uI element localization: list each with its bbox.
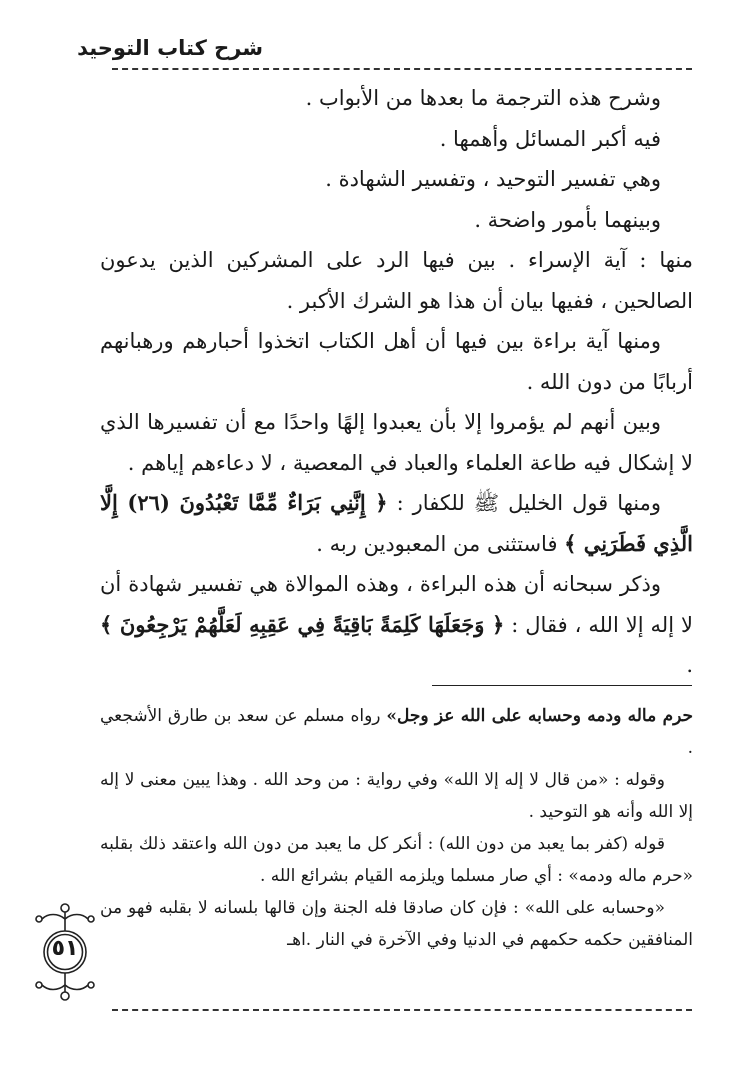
paragraph-2: فيه أكبر المسائل وأهمها . xyxy=(439,126,661,151)
page-number: ٥١ xyxy=(51,936,79,961)
paragraph-6: ومنها آية براءة بين فيها أن أهل الكتاب اتخذوا أحبارهم ورهبانهم أربابًا من دون الله . xyxy=(100,329,693,394)
last-suffix: . xyxy=(686,653,693,677)
paragraph-last xyxy=(100,564,693,686)
paragraph-7: وبين أنهم لم يؤمروا إلا بأن يعبدوا إلهًا واحدًا مع أن تفسيرها الذي لا إشكال فيه طاعة العلماء والعباد في المعصية ، لا دعاءهم إياهم . xyxy=(100,410,693,475)
running-header-title: شرح كتاب التوحيد xyxy=(77,36,263,60)
khalil-prefix: ومنها قول الخليل ﷺ للكفار : xyxy=(387,491,661,515)
footer-divider xyxy=(112,1009,692,1011)
paragraph-khalil xyxy=(100,483,693,564)
footnote-1-bold: حرم ماله ودمه وحسابه على الله عز وجل» xyxy=(386,706,693,726)
main-text xyxy=(100,78,693,686)
footnote-4: «وحسابه على الله» : فإن كان صادقا فله الجنة وإن قالها بلسانه لا بقلبه فهو من المنافقين حكمه حكمهم في الدنيا وفي الآخرة في النار .اهـ xyxy=(100,898,693,950)
paragraph-1: وشرح هذه الترجمة ما بعدها من الأبواب . xyxy=(305,86,661,110)
last-verse: ﴿ وَجَعَلَهَا كَلِمَةً بَاقِيَةً فِي عَقِبِهِ لَعَلَّهُمْ يَرْجِعُونَ ﴾ xyxy=(100,611,505,637)
khalil-verse: ﴿ إِنَّنِي بَرَاءٌ مِّمَّا تَعْبُدُونَ (٢٦) إِلَّا الَّذِي فَطَرَنِي ﴾ xyxy=(100,490,693,556)
footnote-separator xyxy=(432,685,692,686)
paragraph-3: وهي تفسير التوحيد ، وتفسير الشهادة . xyxy=(325,167,661,191)
khalil-suffix: فاستثنى من المعبودين ربه . xyxy=(316,531,565,556)
header-divider xyxy=(112,68,692,70)
footnote-3: قوله (كفر بما يعبد من دون الله) : أنكر كل ما يعبد من دون الله واعتقد ذلك بقلبه «حرم ماله ودمه» : أي صار مسلما ويلزمه القيام بشرائع الله . xyxy=(100,834,693,886)
last-prefix: وذكر سبحانه أن هذه البراءة ، وهذه الموالاة هي تفسير شهادة أن لا إله إلا الله ، فقال : xyxy=(100,572,693,637)
footnote-1-text: رواه مسلم عن سعد بن طارق الأشجعي . xyxy=(100,706,693,758)
footnote-1 xyxy=(100,700,693,764)
footnote-2: وقوله : «من قال لا إله إلا الله» وفي رواية : من وحد الله . وهذا يبين معنى لا إله إلا الله وأنه هو التوحيد . xyxy=(100,770,693,822)
paragraph-5: منها : آية الإسراء . بين فيها الرد على المشركين الذين يدعون الصالحين ، ففيها بيان أن هذا هو الشرك الأكبر . xyxy=(100,248,693,313)
paragraph-4: وبينهما بأمور واضحة . xyxy=(474,207,661,232)
footnotes xyxy=(100,700,693,956)
